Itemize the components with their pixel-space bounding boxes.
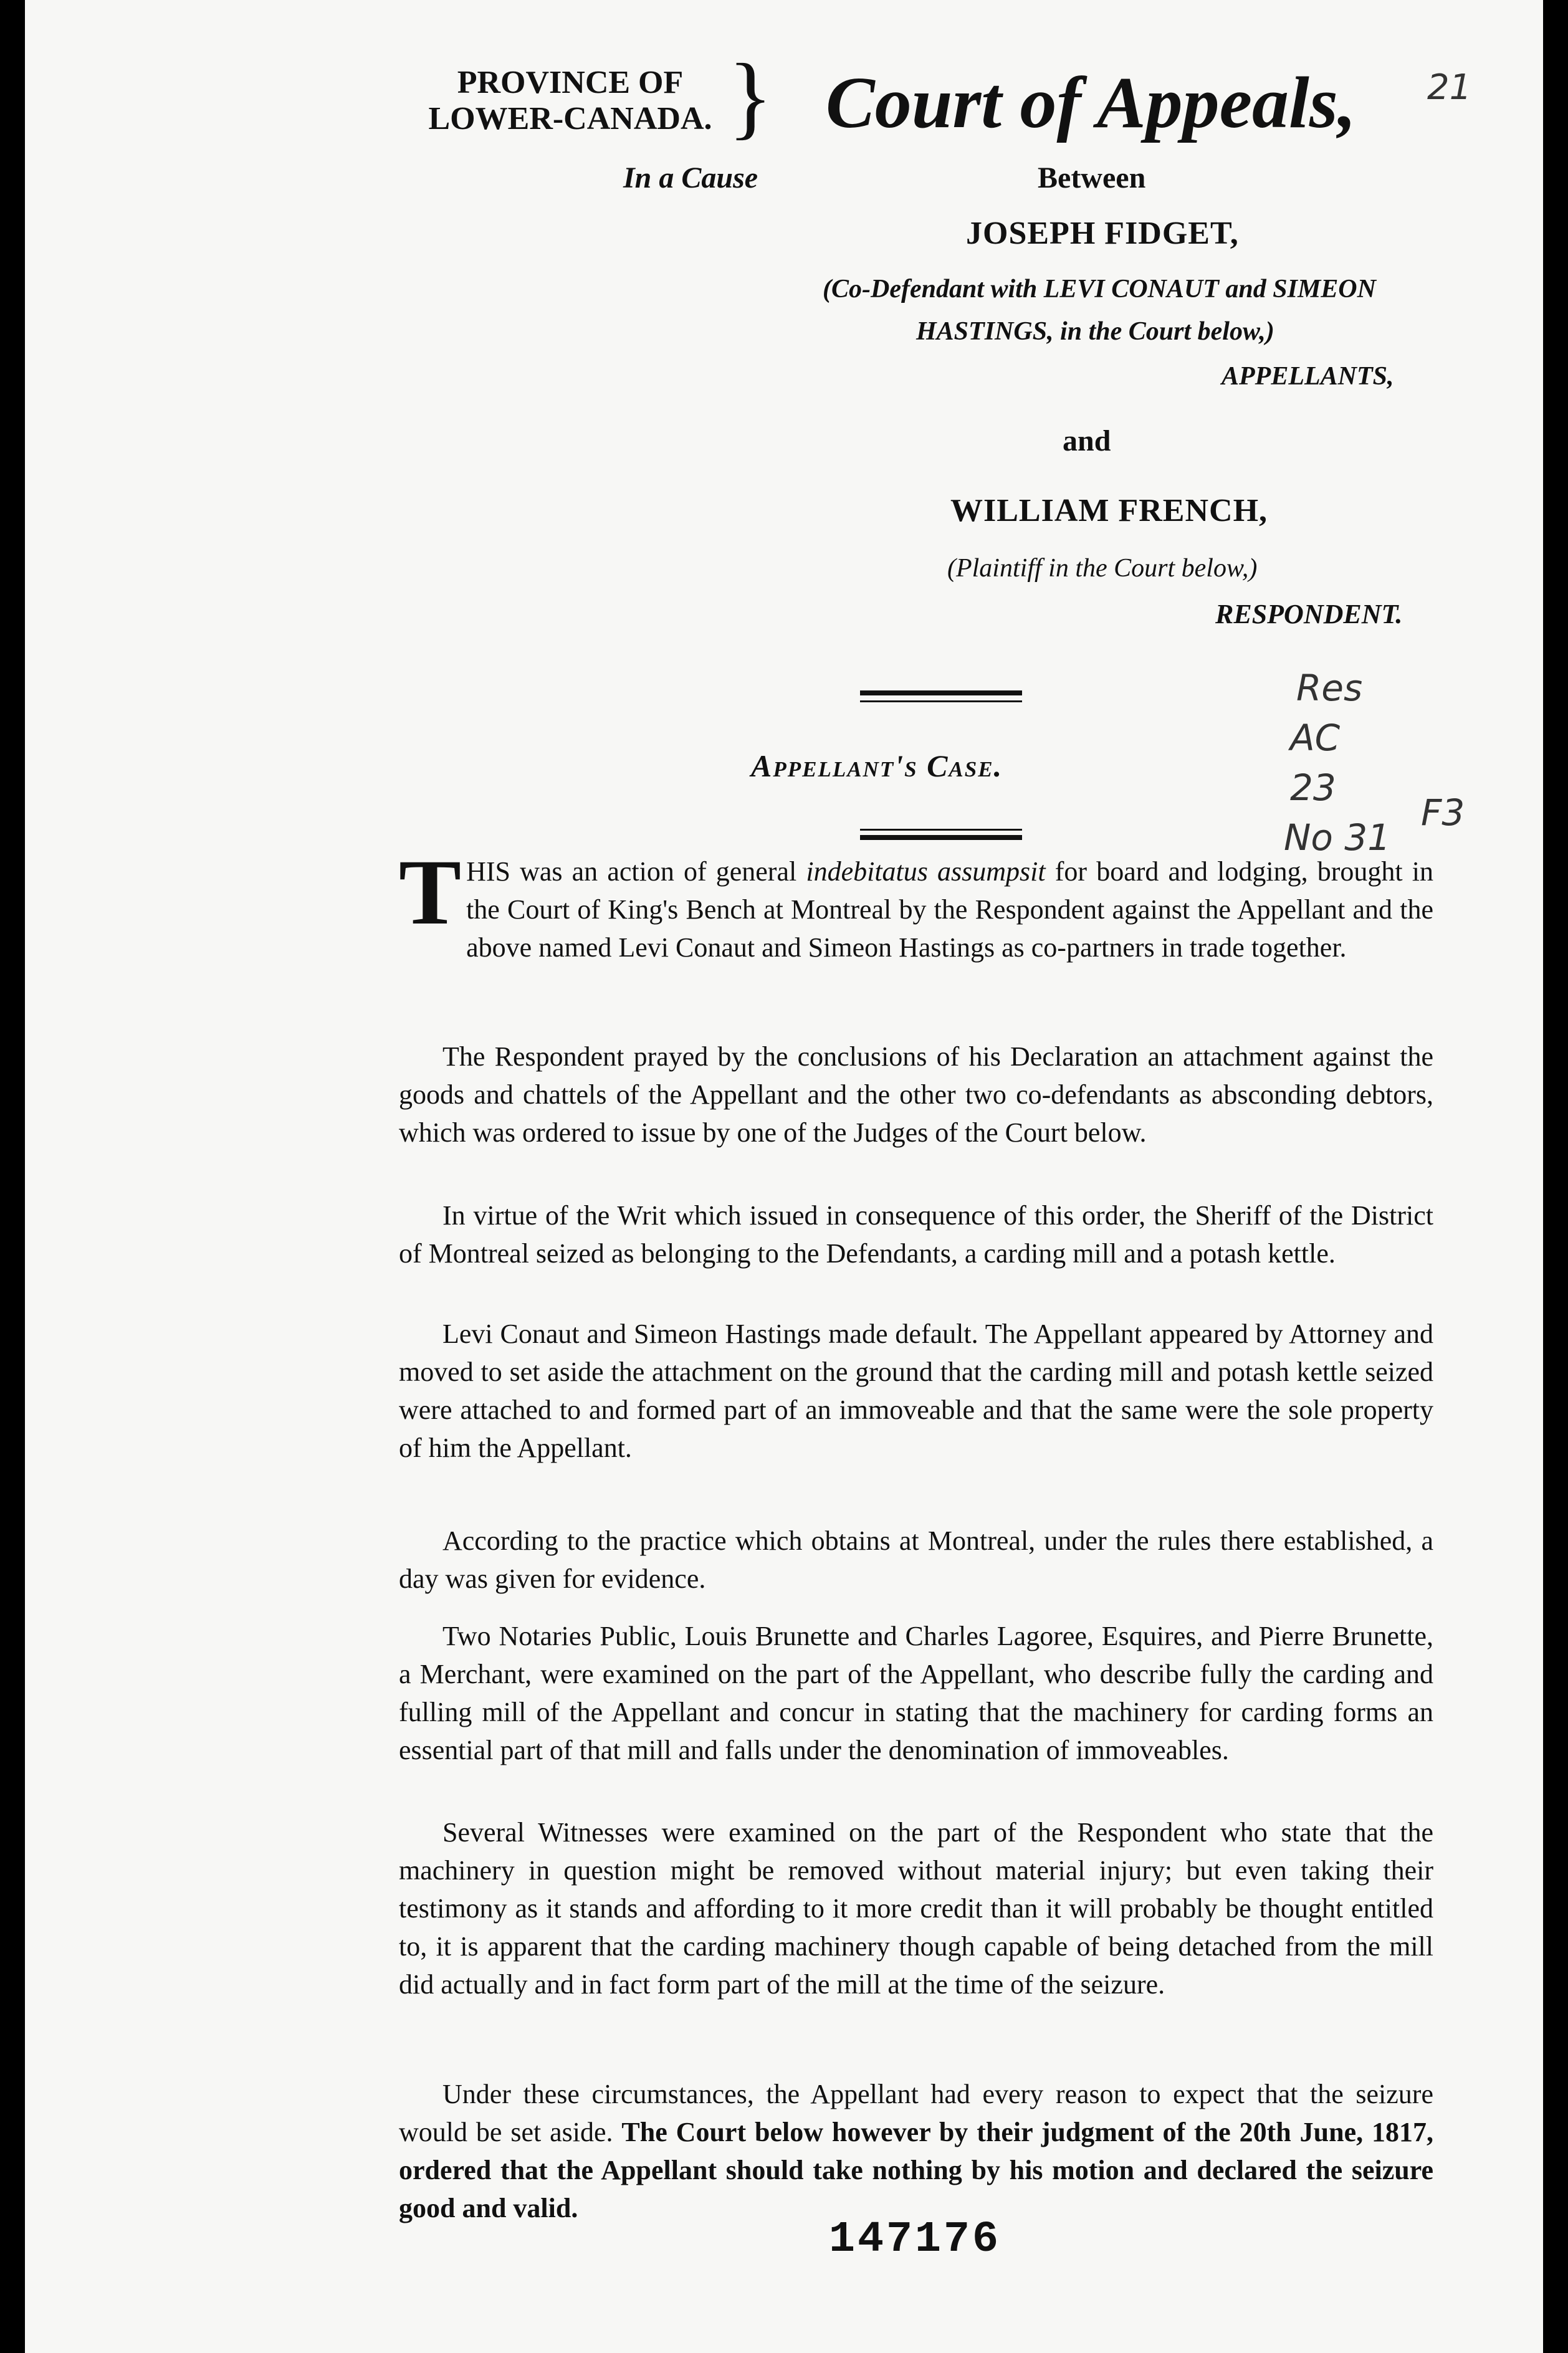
province-line-1: PROVINCE OF xyxy=(457,65,684,100)
between-label: Between xyxy=(1038,161,1146,194)
paragraph-1-start: HIS was an action of general xyxy=(466,856,806,887)
paragraph-3: In virtue of the Writ which issued in consequence of this order, the Sheriff of the District of Montreal seized as belonging to the Defendants, a carding mill and a potash kettle. xyxy=(399,1200,1433,1269)
respondent-name: WILLIAM FRENCH, xyxy=(950,493,1268,528)
paragraph-1-end: for board and lodging, brought in the Court of King's Bench at Montreal by the Respondent against the Appellant and the above named Levi Conaut and Simeon Hastings as co-partners in trade together. xyxy=(466,856,1433,963)
rule-top-thick xyxy=(860,690,1022,695)
handwritten-margin-note-4: No 31 xyxy=(1284,816,1391,859)
handwritten-margin-note-1: Res xyxy=(1296,667,1363,709)
province-line-2: LOWER-CANADA. xyxy=(428,101,712,136)
appellant-description-2: HASTINGS, in the Court below,) xyxy=(916,317,1274,346)
rule-top-thin xyxy=(860,700,1022,702)
province-heading xyxy=(390,65,751,137)
case-heading: Appellant's Case. xyxy=(751,748,1003,783)
paragraph-4: Levi Conaut and Simeon Hastings made default. The Appellant appeared by Attorney and moved to set aside the attachment on the ground that the carding mill and potash kettle seized were attached to and formed part of an immoveable and that the same were the sole property of him the Appellant. xyxy=(399,1319,1433,1463)
paragraph-8-start: Under these circumstances, the Appellant had every reason to expect that the seizure would be set aside. xyxy=(399,2079,1433,2147)
paragraph-2: The Respondent prayed by the conclusions of his Declaration an attachment against the goods and chattels of the Appellant and the other two co-defendants as absconding debtors, which was ordered to issue by one of the Judges of the Court below. xyxy=(399,1041,1433,1148)
rule-bottom-thin xyxy=(860,829,1022,831)
drop-cap: T xyxy=(399,841,462,944)
and-label: and xyxy=(1063,424,1111,457)
handwritten-margin-note-2: AC xyxy=(1290,717,1341,759)
paragraph-6: Two Notaries Public, Louis Brunette and Charles Lagoree, Esquires, and Pierre Brunette, a Merchant, were examined on the part of the Appellant, who describe fully the carding and fulling mill of the Appellant and concur in stating that the machinery for carding forms an essential part of that mill and falls under the denomination of immoveables. xyxy=(399,1621,1433,1765)
handwritten-corner-number: 21 xyxy=(1427,67,1472,108)
handwritten-margin-note-3: 23 xyxy=(1290,766,1336,809)
court-title: Court of Appeals, xyxy=(826,62,1357,143)
paragraph-7: Several Witnesses were examined on the part of the Respondent who state that the machinery in question might be removed without material injury; but even taking their testimony as it stands and affording to it more credit than it will probably be thought entitled to, it is apparent that the carding machinery though capable of being detached from the mill did actually and in fact form part of the mill at the time of the seizure. xyxy=(399,1817,1433,2000)
appellant-description-1: (Co-Defendant with LEVI CONAUT and SIMEON xyxy=(823,275,1376,303)
rule-bottom-thick xyxy=(860,835,1022,840)
appellants-label: APPELLANTS, xyxy=(1221,362,1394,391)
header-brace: } xyxy=(728,45,773,148)
in-a-cause: In a Cause xyxy=(623,161,758,194)
appellant-name: JOSEPH FIDGET, xyxy=(966,216,1239,251)
paragraph-1-italic: indebitatus assumpsit xyxy=(806,856,1046,887)
paragraph-8-bold: The Court below however by their judgment of the 20th June, 1817, ordered that the Appellant should take nothing by his motion and declared the seizure good and valid. xyxy=(399,2117,1434,2223)
paragraph-1 xyxy=(399,841,1433,966)
document-page xyxy=(25,0,1543,2353)
handwritten-margin-note-side: F3 xyxy=(1421,791,1465,834)
respondent-description: (Plaintiff in the Court below,) xyxy=(947,554,1258,583)
respondent-label: RESPONDENT. xyxy=(1215,599,1403,629)
paragraph-8 xyxy=(399,2075,1433,2227)
paragraph-5: According to the practice which obtains at Montreal, under the rules there established, a day was given for evidence. xyxy=(399,1525,1433,1594)
stamp-number: 147176 xyxy=(829,2215,1002,2265)
